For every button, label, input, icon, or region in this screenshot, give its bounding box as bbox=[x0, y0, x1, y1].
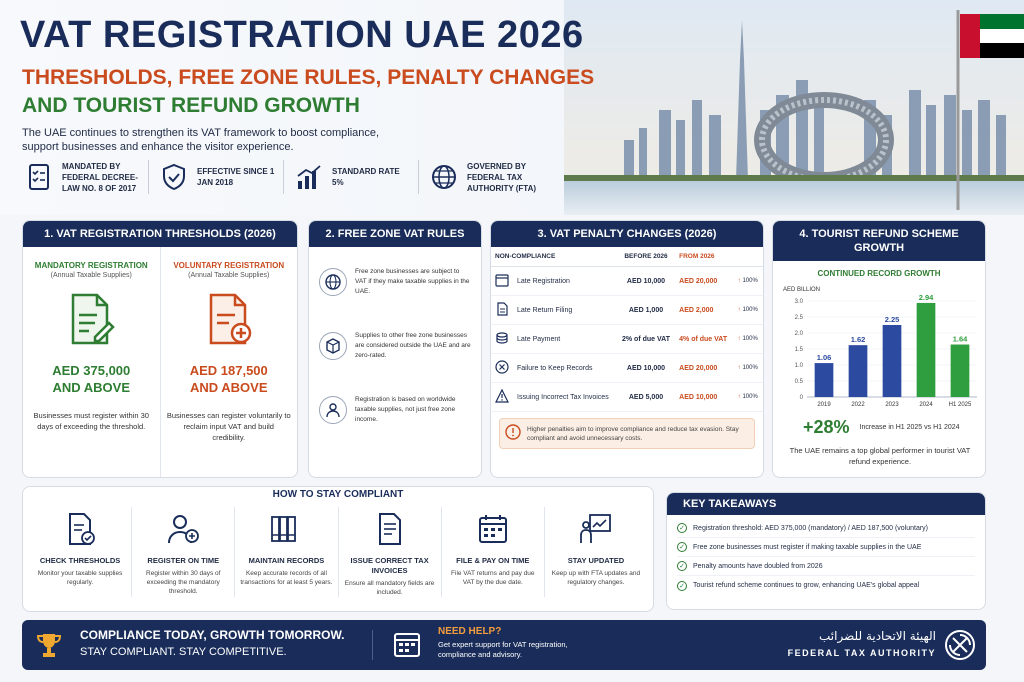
globe-icon bbox=[427, 160, 461, 194]
growth-text: Increase in H1 2025 vs H1 2024 bbox=[859, 424, 960, 431]
penalty-change: ↑ 100% bbox=[733, 267, 763, 296]
penalty-change: ↑ 100% bbox=[733, 383, 763, 412]
penalty-note bbox=[499, 418, 755, 449]
step-title: ISSUE CORRECT TAX INVOICES bbox=[350, 556, 429, 575]
fact-text: GOVERNED BY FEDERAL TAX AUTHORITY (FTA) bbox=[467, 161, 537, 193]
table-row bbox=[491, 383, 763, 412]
table-header-row bbox=[491, 247, 763, 267]
penalty-label: Late Payment bbox=[513, 325, 617, 354]
refund-bar-chart bbox=[781, 283, 981, 413]
checklist-icon bbox=[22, 160, 56, 194]
bar-value-label: 1.64 bbox=[952, 334, 968, 344]
penalty-before: AED 1,000 bbox=[617, 296, 675, 325]
arrow-up-icon: ↑ bbox=[737, 394, 741, 400]
document-plus-icon bbox=[203, 291, 255, 347]
column-header: FROM 2026 bbox=[675, 247, 763, 267]
y-tick-label: 0.5 bbox=[794, 379, 803, 385]
fta-arabic-name: الهيئة الاتحادية للضرائب bbox=[819, 629, 936, 643]
step-title: STAY UPDATED bbox=[567, 556, 625, 565]
user-plus-icon bbox=[165, 511, 201, 547]
footer-divider bbox=[372, 630, 373, 660]
footer-banner bbox=[22, 620, 986, 670]
dubai-skyline-illustration bbox=[564, 0, 1024, 215]
y-tick-label: 0 bbox=[799, 395, 803, 401]
growth-stat bbox=[803, 417, 960, 438]
arrow-up-icon: ↑ bbox=[737, 278, 741, 284]
tourist-refund-subheading: CONTINUED RECORD GROWTH bbox=[817, 269, 941, 278]
document-edit-icon bbox=[65, 291, 117, 347]
penalty-change: ↑ 100% bbox=[733, 325, 763, 354]
bar-value-label: 2.94 bbox=[918, 292, 934, 302]
arrow-up-icon: ↑ bbox=[737, 307, 741, 313]
arrow-up-icon: ↑ bbox=[737, 365, 741, 371]
calendar-icon bbox=[392, 629, 422, 659]
penalty-change: ↑ 100% bbox=[733, 354, 763, 383]
y-axis-label: AED BILLION bbox=[783, 287, 821, 293]
penalties-table bbox=[491, 247, 763, 412]
takeaway-text: Penalty amounts have doubled from 2026 bbox=[693, 562, 823, 570]
table-row bbox=[491, 325, 763, 354]
thresholds-heading: 1. VAT REGISTRATION THRESHOLDS (2026) bbox=[23, 221, 297, 247]
step-text: Ensure all mandatory fields are included. bbox=[344, 580, 435, 596]
check-circle-icon: ✓ bbox=[677, 581, 687, 591]
help-title: NEED HELP? bbox=[438, 626, 502, 637]
fact-rate bbox=[292, 160, 419, 194]
list-item bbox=[677, 538, 975, 557]
shield-check-icon bbox=[157, 160, 191, 194]
x-tick-label: 2019 bbox=[817, 402, 831, 408]
free-zone-text: Registration is based on worldwide taxable supplies, not just free zone income. bbox=[355, 396, 456, 423]
step-check-thresholds bbox=[29, 507, 131, 597]
tourist-refund-card bbox=[772, 220, 986, 478]
penalties-card bbox=[490, 220, 764, 478]
thresholds-card bbox=[22, 220, 298, 478]
penalty-after: 4% of due VAT bbox=[675, 325, 733, 354]
intro-text: The UAE continues to strengthen its VAT framework to boost compliance, support businesses and enhance the visitor experience. bbox=[22, 127, 380, 153]
bar bbox=[883, 325, 902, 397]
tourist-refund-footnote: The UAE remains a top global performer in tourist VAT refund experience. bbox=[789, 446, 971, 466]
facts-row bbox=[22, 160, 553, 194]
free-zone-text: Supplies to other free zone businesses are considered outside the UAE and are zero-rated. bbox=[355, 332, 471, 359]
list-item bbox=[677, 557, 975, 576]
penalty-change: ↑ 100% bbox=[733, 296, 763, 325]
step-issue-invoices bbox=[338, 507, 441, 597]
fact-text: MANDATED BY FEDERAL DECREE-LAW NO. 8 OF 2017 bbox=[62, 161, 138, 193]
mandatory-amount: AED 375,000 bbox=[52, 363, 131, 378]
fact-mandate bbox=[22, 160, 149, 194]
x-tick-label: 2022 bbox=[851, 402, 865, 408]
mandatory-amount-suffix: AND ABOVE bbox=[52, 380, 131, 395]
penalty-after: AED 2,000 bbox=[675, 296, 733, 325]
column-header: NON-COMPLIANCE bbox=[491, 247, 617, 267]
hero-section bbox=[0, 0, 1024, 215]
fact-text: STANDARD RATE 5% bbox=[332, 167, 400, 187]
growth-value: +28% bbox=[803, 417, 850, 437]
fact-text: EFFECTIVE SINCE 1 JAN 2018 bbox=[197, 167, 275, 187]
step-register-on-time bbox=[131, 507, 234, 597]
table-row bbox=[491, 354, 763, 383]
y-tick-label: 2.0 bbox=[794, 331, 803, 337]
y-tick-label: 3.0 bbox=[794, 299, 803, 305]
penalty-label: Failure to Keep Records bbox=[513, 354, 617, 383]
takeaway-text: Free zone businesses must register if making taxable supplies in the UAE bbox=[693, 543, 922, 551]
voluntary-amount: AED 187,500 bbox=[189, 363, 268, 378]
step-text: Keep up with FTA updates and regulatory changes. bbox=[551, 570, 641, 586]
mandatory-subtitle: (Annual Taxable Supplies) bbox=[50, 272, 132, 279]
free-zone-item bbox=[309, 385, 481, 429]
voluntary-title: VOLUNTARY REGISTRATION bbox=[173, 261, 285, 270]
penalty-after: AED 10,000 bbox=[675, 383, 733, 412]
step-title: REGISTER ON TIME bbox=[147, 556, 220, 565]
takeaway-text: Registration threshold: AED 375,000 (mandatory) / AED 187,500 (voluntary) bbox=[693, 524, 929, 532]
penalty-after: AED 20,000 bbox=[675, 267, 733, 296]
document-check-icon bbox=[62, 511, 98, 547]
bar bbox=[849, 345, 868, 397]
mandatory-description: Businesses must register within 30 days of exceeding the threshold. bbox=[33, 411, 149, 431]
step-file-pay bbox=[441, 507, 544, 597]
key-takeaways-card bbox=[666, 492, 986, 610]
free-zone-card bbox=[308, 220, 482, 478]
bar bbox=[815, 363, 834, 397]
bar-value-label: 1.06 bbox=[816, 353, 832, 363]
y-tick-label: 2.5 bbox=[794, 315, 803, 321]
step-stay-updated bbox=[544, 507, 647, 597]
list-item bbox=[677, 519, 975, 538]
penalty-note-text: Higher penalties aim to improve compliance and reduce tax evasion. Stay compliant and avoid unnecessary costs. bbox=[527, 425, 739, 442]
x-tick-label: 2023 bbox=[885, 402, 899, 408]
x-tick-label: 2024 bbox=[919, 402, 933, 408]
step-text: Register within 30 days of exceeding the mandatory threshold. bbox=[146, 570, 221, 595]
help-text: Get expert support for VAT registration, compliance and advisory. bbox=[438, 640, 568, 659]
x-circle-icon bbox=[491, 354, 513, 383]
presentation-icon bbox=[578, 511, 614, 547]
check-circle-icon: ✓ bbox=[677, 561, 687, 571]
free-zone-text: Free zone businesses are subject to VAT if they make taxable supplies in the UAE. bbox=[355, 268, 470, 295]
invoice-icon bbox=[372, 511, 408, 547]
bar-chart-icon bbox=[292, 160, 326, 194]
document-icon bbox=[491, 296, 513, 325]
footer-slogan-secondary: STAY COMPLIANT. STAY COMPETITIVE. bbox=[80, 646, 287, 658]
check-circle-icon: ✓ bbox=[677, 542, 687, 552]
free-zone-heading: 2. FREE ZONE VAT RULES bbox=[309, 221, 481, 247]
penalty-before: AED 10,000 bbox=[617, 354, 675, 383]
fact-effective bbox=[157, 160, 284, 194]
key-takeaways-heading: KEY TAKEAWAYS bbox=[667, 493, 985, 515]
bar-value-label: 2.25 bbox=[884, 315, 900, 324]
how-to-comply-heading: HOW TO STAY COMPLIANT bbox=[272, 489, 404, 500]
voluntary-description: Businesses can register voluntarily to reclaim input VAT and build credibility. bbox=[166, 411, 291, 442]
penalty-label: Issuing Incorrect Tax Invoices bbox=[513, 383, 617, 412]
calendar-icon bbox=[491, 267, 513, 296]
penalty-before: AED 10,000 bbox=[617, 267, 675, 296]
penalty-label: Late Registration bbox=[513, 267, 617, 296]
penalty-after: AED 20,000 bbox=[675, 354, 733, 383]
penalty-before: AED 5,000 bbox=[617, 383, 675, 412]
step-title: CHECK THRESHOLDS bbox=[39, 556, 121, 565]
footer-slogan: COMPLIANCE TODAY, GROWTH TOMORROW. bbox=[80, 628, 345, 642]
step-text: File VAT returns and pay due VAT by the due date. bbox=[451, 570, 535, 586]
fta-logo-icon bbox=[944, 629, 976, 661]
step-title: MAINTAIN RECORDS bbox=[248, 556, 325, 565]
mandatory-title: MANDATORY REGISTRATION bbox=[34, 261, 148, 270]
bar bbox=[917, 303, 936, 397]
voluntary-subtitle: (Annual Taxable Supplies) bbox=[188, 272, 270, 279]
x-tick-label: H1 2025 bbox=[948, 402, 972, 408]
binders-icon bbox=[268, 511, 304, 547]
check-circle-icon: ✓ bbox=[677, 523, 687, 533]
bar bbox=[951, 345, 970, 397]
tourist-refund-heading bbox=[773, 221, 985, 261]
subtitle-line-2: AND TOURIST REFUND GROWTH bbox=[22, 94, 360, 117]
free-zone-item bbox=[309, 321, 481, 365]
tourist-refund-heading-line2: GROWTH bbox=[853, 242, 905, 254]
box-icon bbox=[319, 332, 347, 360]
step-title: FILE & PAY ON TIME bbox=[456, 556, 530, 565]
subtitle-line-1: THRESHOLDS, FREE ZONE RULES, PENALTY CHANGES bbox=[22, 66, 595, 89]
fta-english-name: FEDERAL TAX AUTHORITY bbox=[787, 648, 936, 658]
mandatory-column bbox=[23, 247, 160, 477]
column-header: BEFORE 2026 bbox=[617, 247, 675, 267]
trophy-icon bbox=[34, 630, 64, 660]
calendar-icon bbox=[475, 511, 511, 547]
bar-value-label: 1.62 bbox=[850, 335, 866, 345]
globe-icon bbox=[319, 268, 347, 296]
list-item bbox=[677, 576, 975, 595]
step-maintain-records bbox=[234, 507, 337, 597]
table-row bbox=[491, 267, 763, 296]
step-text: Monitor your taxable supplies regularly. bbox=[37, 570, 123, 586]
table-row bbox=[491, 296, 763, 325]
penalties-heading: 3. VAT PENALTY CHANGES (2026) bbox=[491, 221, 763, 247]
tourist-refund-heading-line1: 4. TOURIST REFUND SCHEME bbox=[799, 228, 959, 240]
how-to-comply-section bbox=[22, 486, 654, 612]
arrow-up-icon: ↑ bbox=[737, 336, 741, 342]
penalty-before: 2% of due VAT bbox=[617, 325, 675, 354]
page-title: VAT REGISTRATION UAE 2026 bbox=[20, 14, 584, 56]
y-tick-label: 1.0 bbox=[794, 363, 803, 369]
coins-icon bbox=[491, 325, 513, 354]
voluntary-amount-suffix: AND ABOVE bbox=[189, 380, 268, 395]
y-tick-label: 1.5 bbox=[794, 347, 803, 353]
fact-authority bbox=[427, 160, 553, 194]
warning-icon bbox=[491, 383, 513, 412]
voluntary-column bbox=[160, 247, 298, 477]
user-icon bbox=[319, 396, 347, 424]
penalty-label: Late Return Filing bbox=[513, 296, 617, 325]
alert-icon bbox=[505, 424, 521, 443]
step-text: Keep accurate records of all transactions for at least 5 years. bbox=[240, 570, 333, 586]
free-zone-item bbox=[309, 257, 481, 301]
takeaway-text: Tourist refund scheme continues to grow, enhancing UAE's global appeal bbox=[693, 582, 920, 589]
